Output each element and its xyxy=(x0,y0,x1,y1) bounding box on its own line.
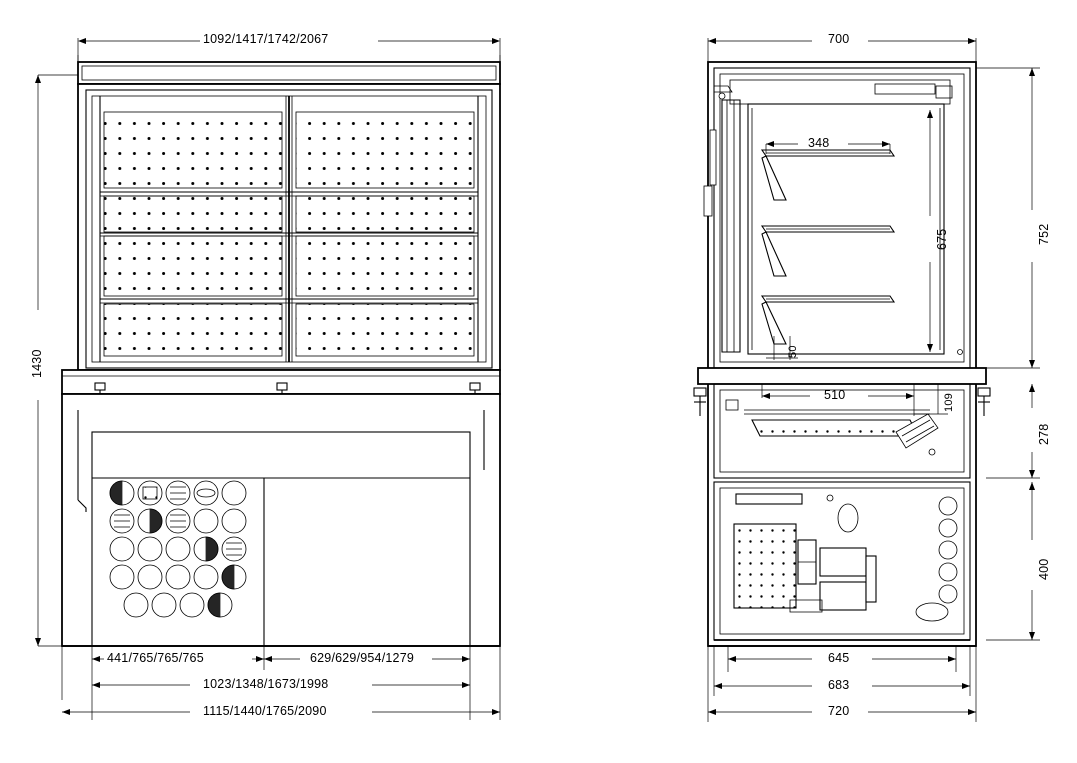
dim-front-overall-width: 1115/1440/1765/2090 xyxy=(203,704,327,718)
dim-side-interior-height: 675 xyxy=(935,228,949,250)
dim-side-shelf-depth: 348 xyxy=(808,136,830,150)
dim-side-bottom-mid: 683 xyxy=(828,678,850,692)
dim-front-bottom-left: 441/765/765/765 xyxy=(107,651,204,665)
dim-side-base-plate: 510 xyxy=(824,388,846,402)
dim-side-lower-height: 400 xyxy=(1037,558,1051,580)
dim-side-small-gap: 50 xyxy=(787,345,799,358)
dim-side-overall-depth: 720 xyxy=(828,704,850,718)
dim-side-mid-height: 278 xyxy=(1037,423,1051,445)
dim-side-small-depth: 109 xyxy=(943,393,955,412)
dim-front-top-width: 1092/1417/1742/2067 xyxy=(203,32,329,46)
dim-side-bottom-inner: 645 xyxy=(828,651,850,665)
dim-side-top-width: 700 xyxy=(828,32,850,46)
front-view-group xyxy=(62,62,500,646)
dim-side-upper-height: 752 xyxy=(1037,223,1051,245)
dim-front-height: 1430 xyxy=(30,349,44,378)
side-view-group xyxy=(694,62,990,646)
dim-front-bottom-right: 629/629/954/1279 xyxy=(310,651,414,665)
dim-front-middle-total: 1023/1348/1673/1998 xyxy=(203,677,329,691)
